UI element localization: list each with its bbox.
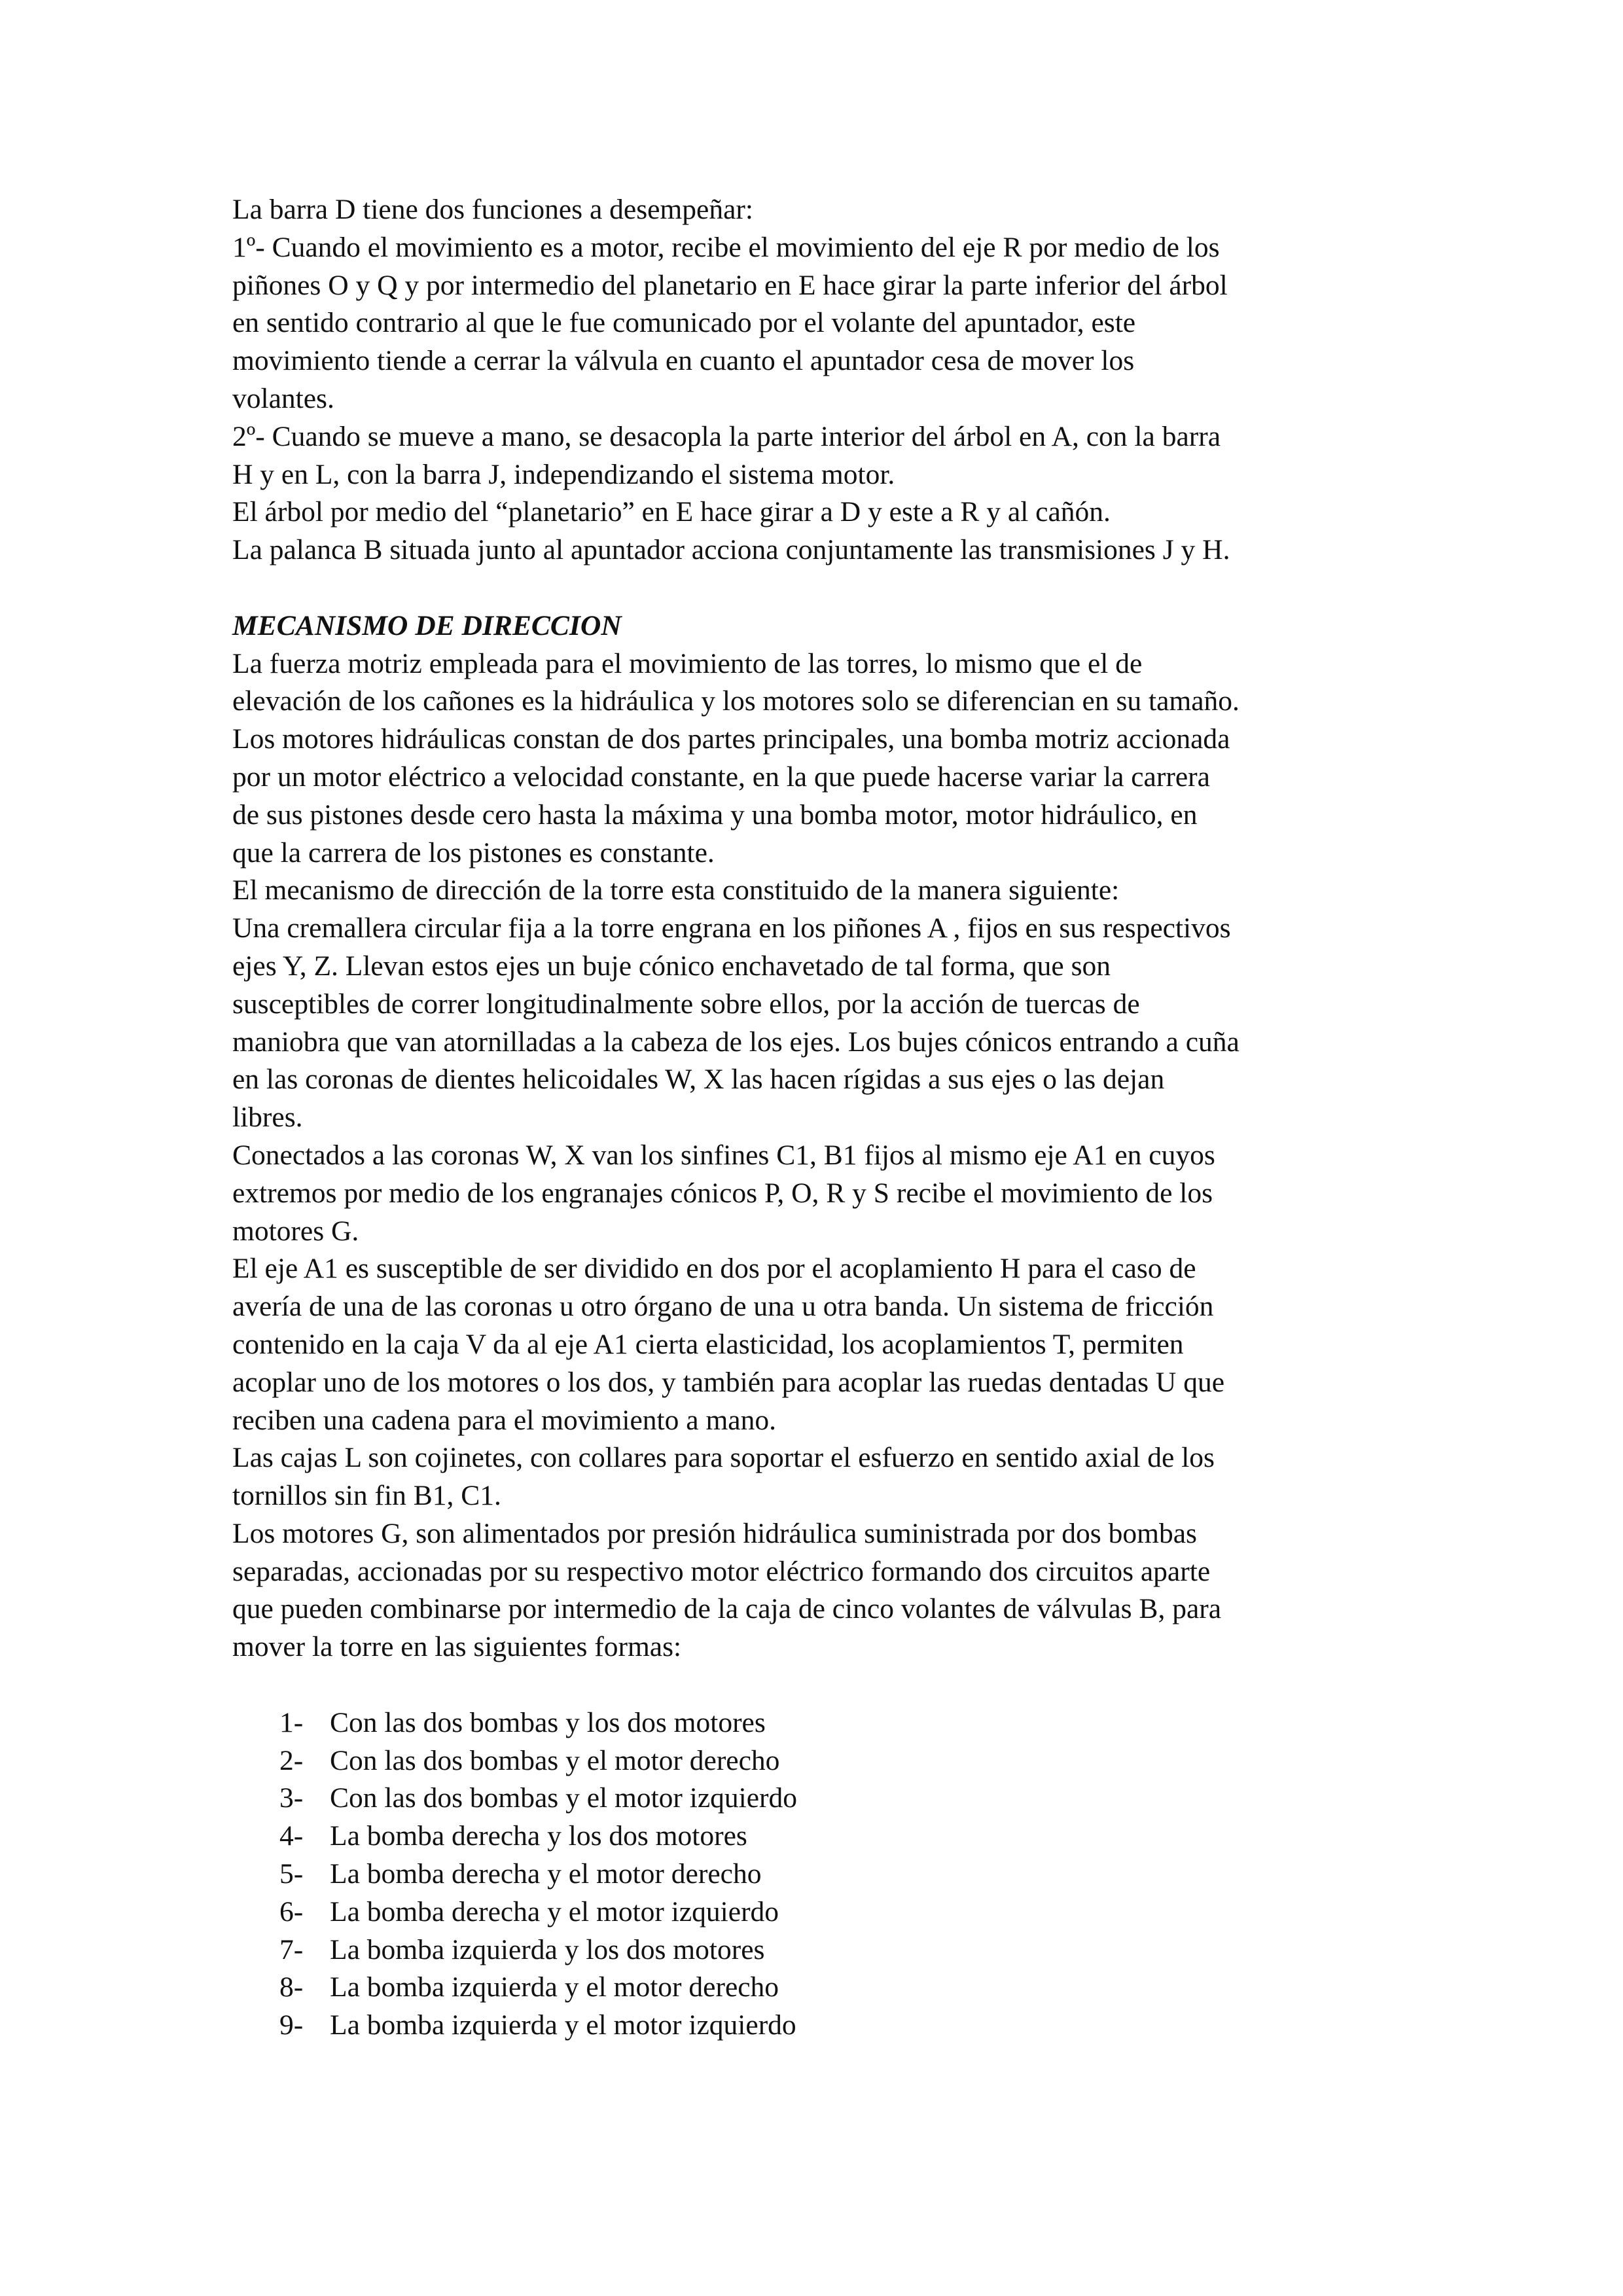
list-item	[232, 1856, 1423, 1893]
text-line: volantes.	[232, 382, 334, 414]
document-page	[232, 191, 1423, 2045]
paragraph-barra-d	[232, 191, 1423, 569]
text-line: Conectados a las coronas W, X van los sinfines C1, B1 fijos al mismo eje A1 en cuyos	[232, 1139, 1215, 1171]
text-line: en sentido contrario al que le fue comunicado por el volante del apuntador, este	[232, 307, 1136, 339]
text-line: La palanca B situada junto al apuntador acciona conjuntamente las transmisiones J y H.	[232, 534, 1230, 566]
list-item	[232, 1931, 1423, 1969]
text-line: 1º- Cuando el movimiento es a motor, recibe el movimiento del eje R por medio de los	[232, 231, 1220, 263]
list-text: La bomba izquierda y el motor derecho	[330, 1971, 779, 2003]
list-item	[232, 1780, 1423, 1818]
text-line: que pueden combinarse por intermedio de la caja de cinco volantes de válvulas B, para	[232, 1593, 1222, 1625]
paragraph-mecanismo	[232, 645, 1423, 1667]
text-line: libres.	[232, 1102, 303, 1134]
text-line: extremos por medio de los engranajes cónicos P, O, R y S recibe el movimiento de los	[232, 1177, 1213, 1209]
text-line: La barra D tiene dos funciones a desempeñar:	[232, 194, 753, 225]
text-line: maniobra que van atornilladas a la cabeza de los ejes. Los bujes cónicos entrando a cuña	[232, 1026, 1240, 1058]
list-number: 7-	[279, 1933, 304, 1965]
text-line: 2º- Cuando se mueve a mano, se desacopla la parte interior del árbol en A, con la barra	[232, 420, 1221, 452]
list-item	[232, 1742, 1423, 1780]
list-number: 4-	[279, 1820, 304, 1852]
text-line: que la carrera de los pistones es constante.	[232, 836, 715, 869]
list-text: La bomba derecha y el motor izquierdo	[330, 1895, 779, 1928]
list-item	[232, 1969, 1423, 2007]
text-line: contenido en la caja V da al eje A1 cierta elasticidad, los acoplamientos T, permiten	[232, 1328, 1184, 1360]
numbered-list	[232, 1704, 1423, 2045]
text-line: de sus pistones desde cero hasta la máxima y una bomba motor, motor hidráulico, en	[232, 798, 1198, 831]
list-item	[232, 1893, 1423, 1931]
text-line: H y en L, con la barra J, independizando el sistema motor.	[232, 458, 895, 490]
list-number: 5-	[279, 1858, 304, 1890]
text-line: tornillos sin fin B1, C1.	[232, 1480, 501, 1512]
list-text: La bomba derecha y los dos motores	[330, 1820, 747, 1852]
text-line: Los motores hidráulicas constan de dos partes principales, una bomba motriz accionada	[232, 723, 1230, 755]
list-number: 6-	[279, 1895, 304, 1928]
section-heading: MECANISMO DE DIRECCION	[232, 609, 622, 641]
text-line: Las cajas L son cojinetes, con collares para soportar el esfuerzo en sentido axial de los	[232, 1442, 1215, 1474]
text-line: acoplar uno de los motores o los dos, y también para acoplar las ruedas dentadas U que	[232, 1366, 1225, 1398]
list-text: Con las dos bombas y el motor izquierdo	[330, 1782, 798, 1814]
text-line: La fuerza motriz empleada para el movimiento de las torres, lo mismo que el de	[232, 647, 1143, 679]
text-line: movimiento tiende a cerrar la válvula en cuanto el apuntador cesa de mover los	[232, 345, 1135, 377]
list-number: 9-	[279, 2009, 304, 2041]
list-text: La bomba derecha y el motor derecho	[330, 1858, 762, 1890]
text-line: mover la torre en las siguientes formas:	[232, 1631, 682, 1663]
list-text: Con las dos bombas y el motor derecho	[330, 1744, 780, 1776]
blank-line	[232, 1666, 1423, 1704]
text-line: motores G.	[232, 1215, 359, 1247]
list-item	[232, 1818, 1423, 1856]
text-line: por un motor eléctrico a velocidad constante, en la que puede hacerse variar la carrera	[232, 761, 1210, 793]
blank-line	[232, 569, 1423, 607]
text-line: El mecanismo de dirección de la torre esta constituido de la manera siguiente:	[232, 874, 1120, 906]
text-line: reciben una cadena para el movimiento a mano.	[232, 1404, 776, 1436]
list-number: 1-	[279, 1706, 304, 1738]
text-line: piñones O y Q y por intermedio del planetario en E hace girar la parte inferior del árbol	[232, 269, 1228, 301]
list-text: Con las dos bombas y los dos motores	[330, 1706, 766, 1738]
list-item	[232, 1704, 1423, 1742]
text-line: elevación de los cañones es la hidráulica y los motores solo se diferencian en su tamaño.	[232, 685, 1240, 717]
text-line: separadas, accionadas por su respectivo motor eléctrico formando dos circuitos aparte	[232, 1555, 1211, 1587]
list-number: 8-	[279, 1971, 304, 2003]
list-item	[232, 2007, 1423, 2045]
list-text: La bomba izquierda y los dos motores	[330, 1933, 765, 1965]
text-line: avería de una de las coronas u otro órgano de una u otra banda. Un sistema de fricción	[232, 1291, 1214, 1323]
text-line: Los motores G, son alimentados por presión hidráulica suministrada por dos bombas	[232, 1517, 1197, 1549]
list-text: La bomba izquierda y el motor izquierdo	[330, 2009, 796, 2041]
list-number: 2-	[279, 1744, 304, 1776]
text-line: susceptibles de correr longitudinalmente sobre ellos, por la acción de tuercas de	[232, 988, 1140, 1020]
text-line: El árbol por medio del “planetario” en E hace girar a D y este a R y al cañón.	[232, 496, 1111, 528]
text-line: Una cremallera circular fija a la torre engrana en los piñones A , fijos en sus respectivos	[232, 912, 1231, 944]
text-line: ejes Y, Z. Llevan estos ejes un buje cónico enchavetado de tal forma, que son	[232, 950, 1111, 982]
text-line: El eje A1 es susceptible de ser dividido en dos por el acoplamiento H para el caso de	[232, 1253, 1196, 1285]
text-line: en las coronas de dientes helicoidales W, X las hacen rígidas a sus ejes o las dejan	[232, 1064, 1165, 1096]
list-number: 3-	[279, 1782, 304, 1814]
